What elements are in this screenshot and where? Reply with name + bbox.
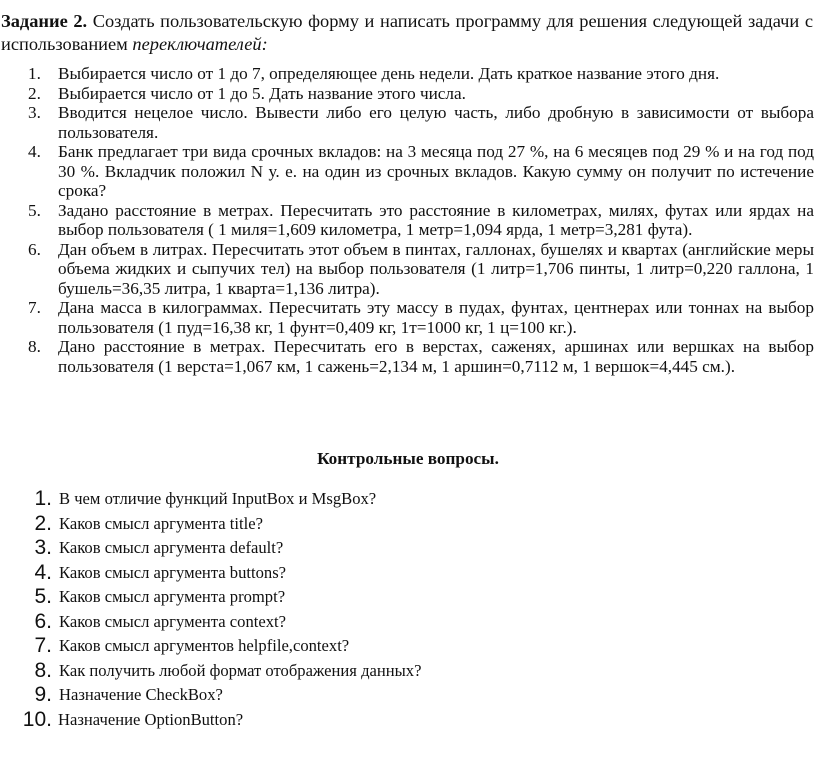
task-item-number: 6. <box>28 239 41 259</box>
task-item-number: 5. <box>28 200 41 220</box>
task-item <box>0 84 814 104</box>
question-number: 6. <box>34 609 52 633</box>
question-item <box>0 585 816 610</box>
question-item <box>0 634 816 659</box>
question-text: В чем отличие функций InputBox и MsgBox? <box>59 489 377 508</box>
question-number: 9. <box>34 683 52 706</box>
section-title: Контрольные вопросы. <box>317 449 499 468</box>
task-heading <box>1 10 813 56</box>
task-item-text: Дан объем в литрах. Пересчитать этот объем в пинтах, галлонах, бушелях и квартах (английские меры объема жидких и сыпучих тел) на выбор пользователя (1 литр=1,706 пинты, 1 литр=0,220 галлона, 1 бушель=36,35 литра, 1 кварта=1,136 литра). <box>58 239 814 298</box>
question-item <box>0 487 816 512</box>
question-text: Назначение CheckBox? <box>59 685 223 704</box>
task-item <box>0 103 814 142</box>
question-item <box>0 708 816 733</box>
task-item-text: Дано расстояние в метрах. Пересчитать его в верстах, саженях, аршинах или вершках на выбор пользователя (1 верста=1,067 км, 1 сажень=2,134 м, 1 аршин=0,7112 м, 1 вершок=4,445 см.). <box>58 337 814 376</box>
task-label: Задание 2. <box>1 11 88 31</box>
task-item-text: Вводится нецелое число. Вывести либо его целую часть, либо дробную в зависимости от выбора пользователя. <box>58 103 814 142</box>
question-text: Каков смысл аргумента title? <box>59 513 263 533</box>
task-list <box>0 64 814 376</box>
task-item-number: 4. <box>28 142 41 161</box>
question-number: 8. <box>34 658 52 682</box>
question-number: 2. <box>34 511 52 535</box>
question-number: 1. <box>34 487 52 510</box>
task-item <box>0 64 814 84</box>
task-item <box>0 298 814 337</box>
task-item-text: Задано расстояние в метрах. Пересчитать это расстояние в километрах, милях, футах или ярдах на выбор пользователя ( 1 миля=1,609 километра, 1 метр=1,094 ярда, 1 метр=3,281 фута). <box>58 200 814 239</box>
question-item <box>0 536 816 561</box>
task-intro: Создать пользовательскую форму и написать программу для решения следующей задачи с использованием <box>1 11 813 54</box>
task-item-number: 1. <box>28 64 41 83</box>
task-item <box>0 142 814 201</box>
question-text: Каков смысл аргумента prompt? <box>59 587 286 606</box>
task-item-text: Дана масса в килограммах. Пересчитать эту массу в пудах, фунтах, центнерах или тоннах на выбор пользователя (1 пуд=16,38 кг, 1 фунт=0,409 кг, 1т=1000 кг, 1 ц=100 кг.). <box>58 298 814 337</box>
task-item <box>0 337 814 376</box>
task-item-number: 8. <box>28 337 41 356</box>
question-number: 5. <box>34 585 52 608</box>
task-item-text: Выбирается число от 1 до 7, определяющее день недели. Дать краткое название этого дня. <box>58 64 720 83</box>
question-text: Как получить любой формат отображения данных? <box>59 660 422 680</box>
question-text: Каков смысл аргумента buttons? <box>59 562 287 582</box>
question-text: Каков смысл аргументов helpfile,context? <box>59 636 350 655</box>
question-number: 7. <box>34 634 52 657</box>
question-item <box>0 512 816 537</box>
task-item <box>0 201 814 240</box>
task-item-text: Выбирается число от 1 до 5. Дать название этого числа. <box>58 83 466 103</box>
task-item <box>0 240 814 299</box>
question-number: 3. <box>34 536 52 559</box>
question-text: Назначение OptionButton? <box>58 709 244 729</box>
question-number: 10. <box>22 707 52 731</box>
question-item <box>0 610 816 635</box>
question-text: Каков смысл аргумента context? <box>59 611 286 631</box>
task-emphasis: переключателей <box>132 34 262 54</box>
task-colon: : <box>261 34 268 54</box>
task-item-text: Банк предлагает три вида срочных вкладов: на 3 месяца под 27 %, на 6 месяцев под 29 % и на год под 30 %. Вкладчик положил N у. е. на один из срочных вкладов. Какую сумму он получит по истечение срока? <box>58 142 814 200</box>
question-text: Каков смысл аргумента default? <box>59 538 284 557</box>
question-item <box>0 683 816 708</box>
question-item <box>0 561 816 586</box>
question-number: 4. <box>34 560 52 584</box>
question-item <box>0 659 816 684</box>
task-item-number: 3. <box>28 103 41 122</box>
questions-list <box>0 487 816 732</box>
task-item-number: 7. <box>28 298 41 317</box>
task-item-number: 2. <box>28 83 41 103</box>
